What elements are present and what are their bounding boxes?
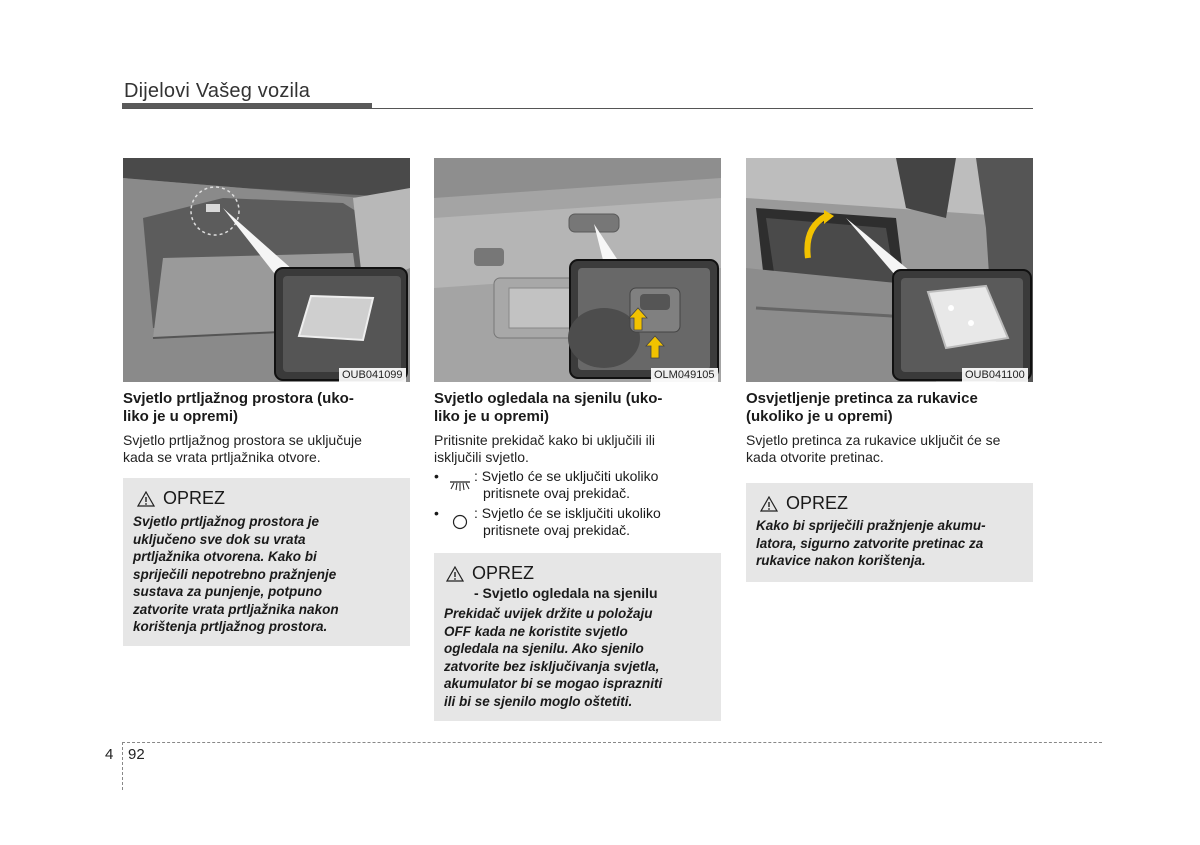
section-body-glovebox-light bbox=[746, 432, 1036, 466]
bullet-item bbox=[434, 505, 714, 539]
page-number: 92 bbox=[128, 746, 145, 763]
header-rule bbox=[122, 108, 1033, 109]
title-line: liko je u opremi) bbox=[123, 408, 239, 425]
glove-box-light-photo bbox=[746, 158, 1033, 382]
title-line: Svjetlo ogledala na sjenilu (uko- bbox=[434, 390, 663, 407]
title-line: liko je u opremi) bbox=[434, 408, 550, 425]
light-on-icon bbox=[446, 468, 474, 502]
warning-line: Kako bi spriječili pražnjenje akumu- bbox=[756, 518, 986, 533]
section-body-vanity-light bbox=[434, 432, 724, 466]
warning-line: spriječili nepotrebno pražnjenje bbox=[133, 566, 337, 582]
vanity-mirror-light-photo bbox=[434, 158, 721, 382]
warning-label: OPREZ bbox=[472, 563, 535, 583]
footer-divider bbox=[122, 742, 123, 790]
warning-line: prtljažnika otvorena. Kako bi bbox=[133, 549, 317, 564]
warning-line: latora, sigurno zatvorite pretinac za bbox=[756, 535, 984, 551]
warning-triangle-icon bbox=[137, 491, 155, 507]
body-line: kada se vrata prtljažnika otvore. bbox=[123, 449, 321, 465]
warning-line: korištenja prtljažnog prostora. bbox=[133, 619, 328, 634]
bullet-text bbox=[474, 505, 714, 539]
warning-line: rukavice nakon korištenja. bbox=[756, 553, 926, 568]
warning-line: OFF kada ne koristite svjetlo bbox=[444, 623, 628, 639]
bullet-line: pritisnete ovaj prekidač. bbox=[483, 522, 631, 538]
warning-text bbox=[133, 513, 405, 636]
bullet-dot: • bbox=[434, 468, 439, 484]
warning-line: sustava za punjenje, potpuno bbox=[133, 584, 323, 599]
warning-subtitle: - Svjetlo ogledala na sjenilu bbox=[474, 585, 658, 601]
warning-line: Svjetlo prtljažnog prostora je bbox=[133, 514, 320, 529]
photo-code: OUB041100 bbox=[962, 368, 1028, 382]
warning-line: akumulator bi se mogao isprazniti bbox=[444, 676, 663, 691]
warning-label: OPREZ bbox=[163, 488, 226, 508]
warning-line: zatvorite vrata prtljažnika nakon bbox=[133, 601, 339, 617]
bullet-item bbox=[434, 468, 714, 502]
warning-box bbox=[746, 483, 1033, 582]
warning-line: uključeno sve dok su vrata bbox=[133, 531, 306, 547]
photo-code: OLM049105 bbox=[651, 368, 718, 382]
photo-code: OUB041099 bbox=[339, 368, 406, 382]
title-line: (ukoliko je u opremi) bbox=[746, 408, 893, 425]
section-title-glovebox-light bbox=[746, 390, 1036, 426]
warning-triangle-icon bbox=[446, 566, 464, 582]
title-line: Osvjetljenje pretinca za rukavice bbox=[746, 390, 978, 407]
section-title-trunk-light bbox=[123, 390, 413, 426]
body-line: isključili svjetlo. bbox=[434, 449, 529, 465]
light-off-icon bbox=[446, 505, 474, 539]
warning-line: Prekidač uvijek držite u položaju bbox=[444, 606, 653, 621]
warning-heading bbox=[137, 488, 225, 509]
warning-heading bbox=[446, 563, 534, 584]
warning-line: zatvorite bez isključivanja svjetla, bbox=[444, 658, 660, 674]
warning-box bbox=[123, 478, 410, 646]
body-line: Svjetlo prtljažnog prostora se uključuje bbox=[123, 432, 362, 448]
section-body-trunk-light bbox=[123, 432, 413, 466]
warning-line: ogledala na sjenilu. Ako sjenilo bbox=[444, 641, 644, 656]
section-title-vanity-light bbox=[434, 390, 724, 426]
warning-line: ili bi se sjenilo moglo oštetiti. bbox=[444, 693, 633, 709]
body-line: Svjetlo pretinca za rukavice uključit će se bbox=[746, 432, 1001, 448]
warning-label: OPREZ bbox=[786, 493, 849, 513]
warning-text bbox=[756, 517, 1028, 570]
warning-box bbox=[434, 553, 721, 721]
trunk-light-photo bbox=[123, 158, 410, 382]
bullet-line: : Svjetlo će se isključiti ukoliko bbox=[474, 505, 661, 521]
body-line: kada otvorite pretinac. bbox=[746, 449, 884, 465]
section-number: 4 bbox=[105, 746, 114, 763]
bullet-line: : Svjetlo će se uključiti ukoliko bbox=[474, 468, 659, 484]
page-header-title: Dijelovi Vašeg vozila bbox=[124, 80, 311, 102]
body-line: Pritisnite prekidač kako bi uključili ili bbox=[434, 432, 655, 448]
footer-rule bbox=[122, 742, 1102, 743]
title-line: Svjetlo prtljažnog prostora (uko- bbox=[123, 390, 354, 407]
bullet-text bbox=[474, 468, 714, 502]
warning-triangle-icon bbox=[760, 496, 778, 512]
bullet-list bbox=[434, 468, 714, 539]
warning-text bbox=[444, 605, 716, 710]
bullet-dot: • bbox=[434, 505, 439, 521]
bullet-line: pritisnete ovaj prekidač. bbox=[483, 485, 631, 501]
warning-heading bbox=[760, 493, 848, 514]
